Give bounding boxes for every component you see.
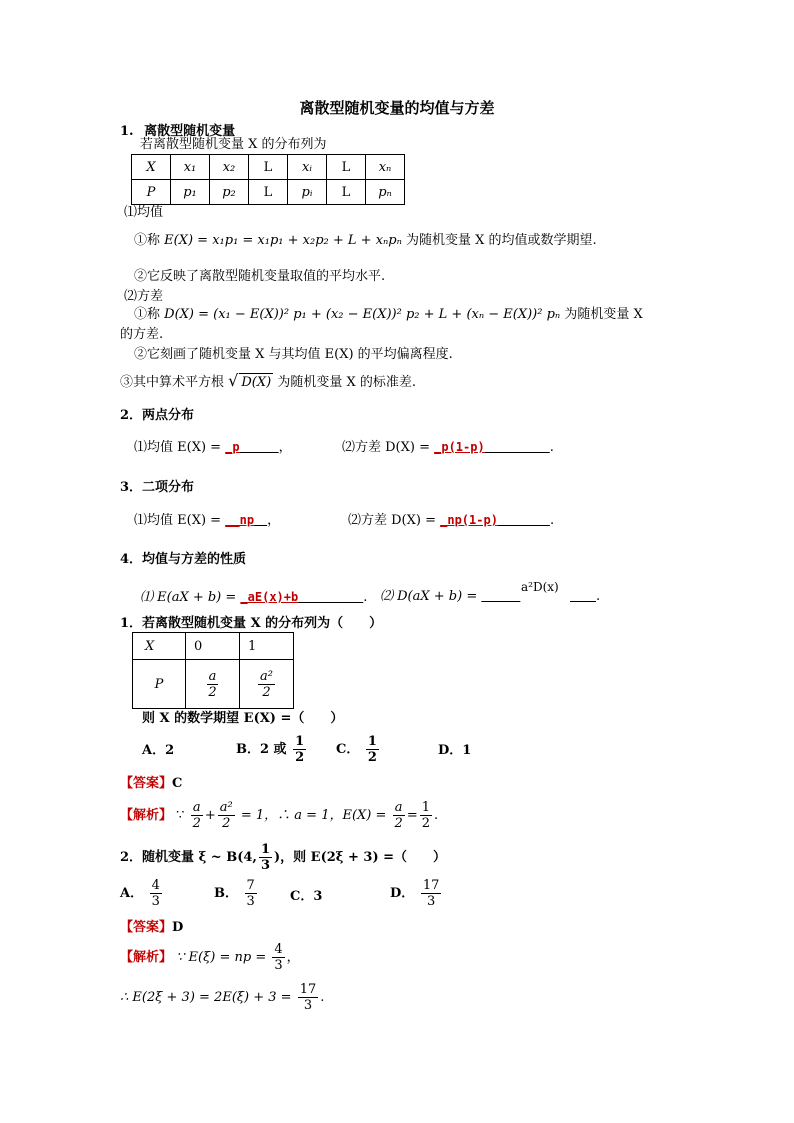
option-label: B．2 或 (236, 742, 287, 757)
variance-formula: D(X) = (x₁ − E(X))² p₁ + (x₂ − E(X))² p₂ + L + (xₙ − E(X))² pₙ (164, 307, 561, 322)
section-2-heading: 2．两点分布 (120, 408, 195, 423)
binomial-variance: ⑵方差 D(X) = _np(1-p)​ . (348, 513, 555, 528)
numerator: 1 (260, 842, 270, 857)
label: ⑴均值 E(X) = (134, 513, 226, 528)
answer-value: D (172, 920, 184, 935)
option-label: D． (390, 886, 415, 901)
denominator: 3 (260, 858, 270, 873)
prefix: ①称 (134, 307, 161, 322)
table-cell (186, 660, 240, 709)
section-number: 1. (120, 124, 134, 139)
table-row (133, 660, 294, 709)
question-2-explanation-1: 【解析】 ∵ E(ξ) = np = $\frac{4}{3}$ ， (120, 942, 300, 973)
numerator: 1 (421, 800, 431, 815)
variance-meaning: ②它刻画了随机变量 X 与其均值 E(X) 的平均偏离程度. (134, 347, 453, 362)
table-cell (240, 660, 294, 709)
question-2-stem (120, 842, 446, 873)
variance-label: ⑵方差 (124, 289, 164, 304)
prefix: ①称 (134, 233, 161, 248)
std-deviation (120, 372, 416, 392)
denominator: 2 (421, 816, 431, 831)
q2-option-b[interactable] (214, 878, 259, 909)
numerator: 4 (274, 942, 283, 957)
answer-value: __np (225, 513, 255, 527)
property-variance-value: a²D(x) (521, 580, 559, 594)
table-cell: p₂ (210, 180, 249, 205)
section-3-heading: 3．二项分布 (120, 480, 195, 495)
variance-definition-cont: 的方差. (120, 327, 164, 342)
distribution-table (131, 154, 405, 205)
answer-tag: 【答案】 (120, 776, 173, 791)
numerator: a² (219, 800, 233, 815)
question-1-explanation: 【解析】 ∵ $\frac{a}{2}$ + $\frac{\text{a²}}{2}$ = 1，∴ a = 1，E(X) = $\frac{a}{2}$ = $\frac{1}{2}$ . (120, 800, 439, 831)
table-cell: pₙ (366, 180, 405, 205)
table-cell: L (249, 180, 288, 205)
numerator: 17 (299, 982, 317, 997)
table-cell: p₁ (171, 180, 210, 205)
q2-option-a[interactable] (120, 878, 164, 909)
option-a[interactable]: A．2 (142, 743, 175, 758)
sqrt-icon: √ (228, 371, 239, 390)
label: ⑴ E(aX + b) = (140, 590, 241, 605)
label: ⑵ D(aX + b) = (380, 589, 482, 604)
answer-value: _np(1-p) (440, 513, 498, 527)
table-cell: P (133, 660, 186, 709)
two-point-mean: ⑴均值 E(X) = _p​ ， (134, 440, 292, 455)
denominator: 2 (367, 750, 377, 765)
option-label: C． (336, 742, 360, 757)
explanation-text: = 1，∴ a = 1，E(X) = (240, 808, 387, 823)
stem-text: 2．随机变量 ξ ~ B(4, (120, 850, 257, 865)
denominator: 3 (426, 894, 436, 909)
denominator: 2 (295, 750, 305, 765)
numerator: 17 (422, 878, 440, 893)
denominator: 2 (192, 816, 201, 831)
property-mean: ⑴ E(aX + b) = _aE(x)+b​ . (140, 590, 368, 605)
table-cell: L (327, 180, 366, 205)
table-cell: x₂ (210, 155, 249, 180)
table-row (132, 155, 405, 180)
table-cell: pᵢ (288, 180, 327, 205)
q2-option-c[interactable]: C．3 (290, 889, 323, 904)
because-symbol: ∵ (176, 808, 185, 823)
mean-label: ⑴均值 (124, 205, 164, 220)
numerator: a (394, 800, 403, 815)
denominator: 3 (274, 958, 283, 973)
table-cell: xₙ (366, 155, 405, 180)
section-4-heading: 4．均值与方差的性质 (120, 552, 247, 567)
numerator: 1 (367, 734, 377, 749)
denominator: 2 (394, 816, 403, 831)
option-c[interactable] (336, 734, 381, 765)
question-1-answer (120, 775, 182, 793)
table-cell: X (132, 155, 171, 180)
section-title: 离散型随机变量 (144, 124, 236, 139)
explanation-text: ∵ E(ξ) = np = (176, 950, 267, 965)
answer-value: _p (225, 440, 240, 454)
table-cell: 1 (240, 633, 294, 660)
label: ⑵方差 D(X) = (342, 440, 435, 455)
denominator: 3 (303, 998, 313, 1013)
table-cell: xᵢ (288, 155, 327, 180)
option-label: A． (120, 886, 144, 901)
table-cell: X (133, 633, 186, 660)
stem-text: )，则 E(2ξ + 3) =（ ） (273, 850, 447, 865)
page-title: 离散型随机变量的均值与方差 (299, 99, 495, 117)
denominator: 2 (222, 816, 231, 831)
answer-value: _p(1-p) (434, 440, 485, 454)
table-cell: L (249, 155, 288, 180)
mean-definition (134, 232, 597, 250)
denominator: 3 (246, 894, 255, 909)
table-row (133, 633, 294, 660)
question-1-stem: 1．若离散型随机变量 X 的分布列为（ ） (120, 616, 383, 631)
numerator: 4 (151, 878, 160, 893)
answer-value: C (172, 776, 183, 791)
table-cell: L (327, 155, 366, 180)
two-point-variance: ⑵方差 D(X) = _p(1-p)​ . (342, 440, 554, 455)
table-row (132, 180, 405, 205)
label: ⑴均值 E(X) = (134, 440, 226, 455)
prefix: ③其中算术平方根 (120, 375, 225, 390)
question-1-table (132, 632, 294, 709)
question-2-explanation-2: ∴ E(2ξ + 3) = 2E(ξ) + 3 = $\frac{17}{3}$ . (120, 982, 325, 1013)
option-b[interactable] (236, 734, 308, 765)
table-cell: 0 (186, 633, 240, 660)
numerator: a (208, 668, 217, 684)
denominator: 2 (208, 684, 217, 700)
numerator: a² (260, 668, 273, 684)
suffix: 为随机变量 X 的均值或数学期望. (406, 233, 597, 248)
explanation-tag: 【解析】 (120, 950, 173, 965)
mean-meaning: ②它反映了离散型随机变量取值的平均水平. (134, 269, 386, 284)
answer-value: _aE(x)+b (240, 590, 299, 604)
denominator: 3 (151, 894, 160, 909)
table-cell: P (132, 180, 171, 205)
q2-option-d[interactable] (390, 878, 443, 909)
blank-line: ​ . (570, 589, 601, 604)
distribution-intro: 若离散型随机变量 X 的分布列为 (140, 137, 327, 152)
denominator: 2 (262, 684, 271, 700)
explanation-text: ∴ E(2ξ + 3) = 2E(ξ) + 3 = (120, 990, 292, 1005)
suffix: 为随机变量 X (564, 307, 643, 322)
explanation-tag: 【解析】 (120, 808, 173, 823)
option-label: B． (214, 886, 238, 901)
numerator: 1 (295, 734, 305, 749)
suffix: 为随机变量 X 的标准差. (277, 375, 416, 390)
numerator: a (192, 800, 201, 815)
property-variance: ⑵ D(aX + b) = ​ (380, 589, 521, 604)
option-d[interactable]: D．1 (438, 743, 472, 758)
question-1-ask: 则 X 的数学期望 E(X) =（ ） (142, 711, 344, 726)
variance-definition (134, 306, 643, 324)
label: ⑵方差 D(X) = (348, 513, 441, 528)
binomial-mean: ⑴均值 E(X) = __np​ ， (134, 513, 281, 528)
numerator: 7 (246, 878, 255, 893)
mean-formula: E(X) = x₁p₁ = x₁p₁ + x₂p₂ + L + xₙpₙ (164, 233, 402, 248)
answer-tag: 【答案】 (120, 920, 173, 935)
table-cell: x₁ (171, 155, 210, 180)
sqrt-content: D(X) (241, 375, 272, 390)
question-2-answer (120, 919, 183, 937)
